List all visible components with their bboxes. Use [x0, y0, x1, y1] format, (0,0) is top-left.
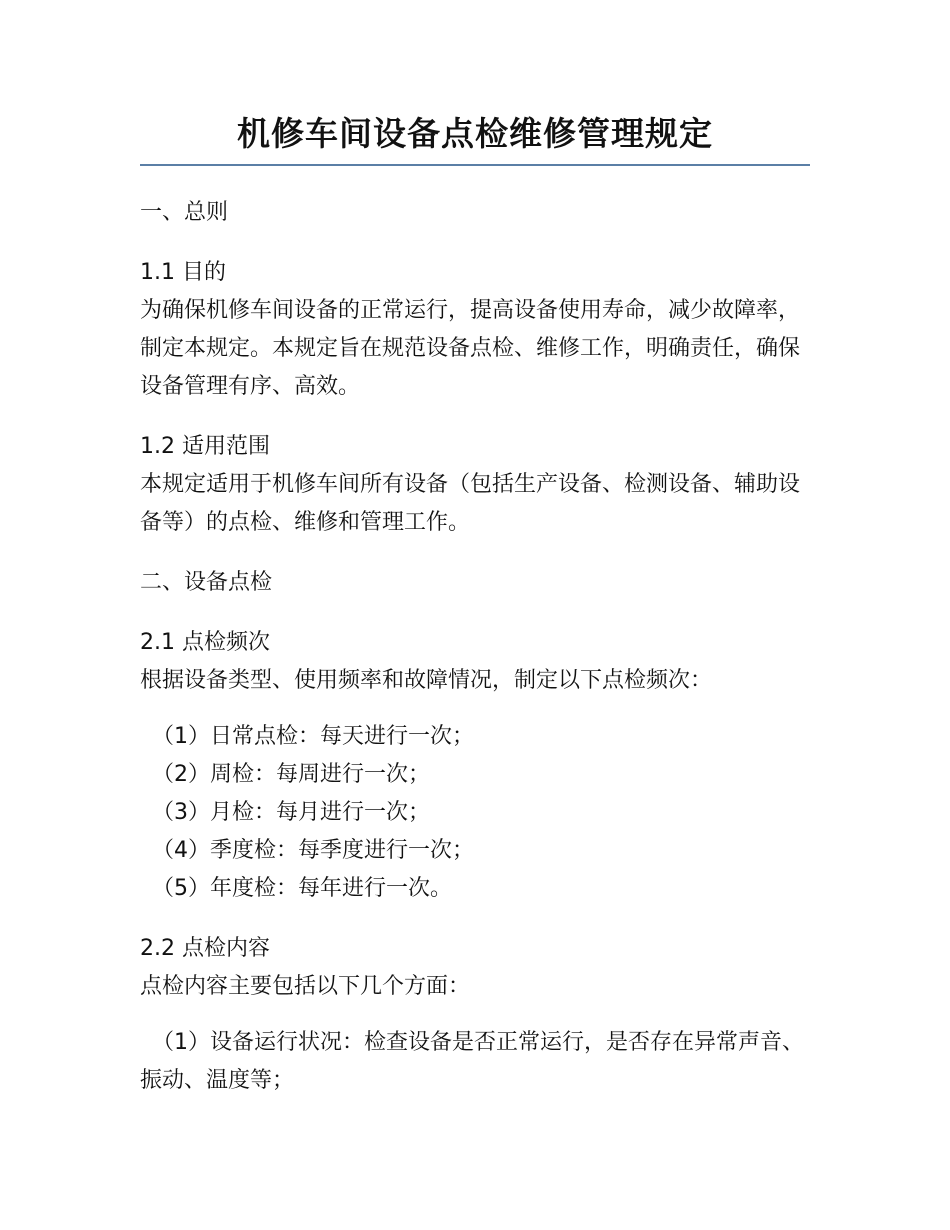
document-title: 机修车间设备点检维修管理规定 [237, 114, 713, 153]
subheading-frequency: 2.1 点检频次 [140, 630, 270, 655]
document-page [140, 112, 810, 1100]
subheading-purpose: 1.1 目的 [140, 260, 226, 285]
content-item-1: （1）设备运行状况：检查设备是否正常运行，是否存在异常声音、振动、温度等； [140, 1030, 804, 1093]
subheading-scope: 1.2 适用范围 [140, 434, 270, 459]
list-item: （4）季度检：每季度进行一次； [152, 838, 474, 863]
list-item: （5）年度检：每年进行一次。 [152, 876, 452, 901]
paragraph-purpose: 为确保机修车间设备的正常运行，提高设备使用寿命，减少故障率，制定本规定。本规定旨在规范设备点检、维修工作，明确责任，确保设备管理有序、高效。 [140, 298, 801, 399]
list-item: （2）周检：每周进行一次； [152, 762, 430, 787]
list-item: （3）月检：每月进行一次； [152, 800, 430, 825]
section-heading-general: 一、总则 [140, 200, 229, 225]
frequency-list [140, 718, 810, 908]
list-item: （1）日常点检：每天进行一次； [152, 724, 474, 749]
paragraph-content: 点检内容主要包括以下几个方面： [140, 974, 471, 999]
paragraph-scope: 本规定适用于机修车间所有设备（包括生产设备、检测设备、辅助设备等）的点检、维修和管理工作。 [140, 472, 801, 535]
section-heading-inspection: 二、设备点检 [140, 570, 273, 595]
title-divider [140, 164, 810, 166]
paragraph-frequency: 根据设备类型、使用频率和故障情况，制定以下点检频次： [140, 668, 713, 693]
subheading-content: 2.2 点检内容 [140, 936, 270, 961]
